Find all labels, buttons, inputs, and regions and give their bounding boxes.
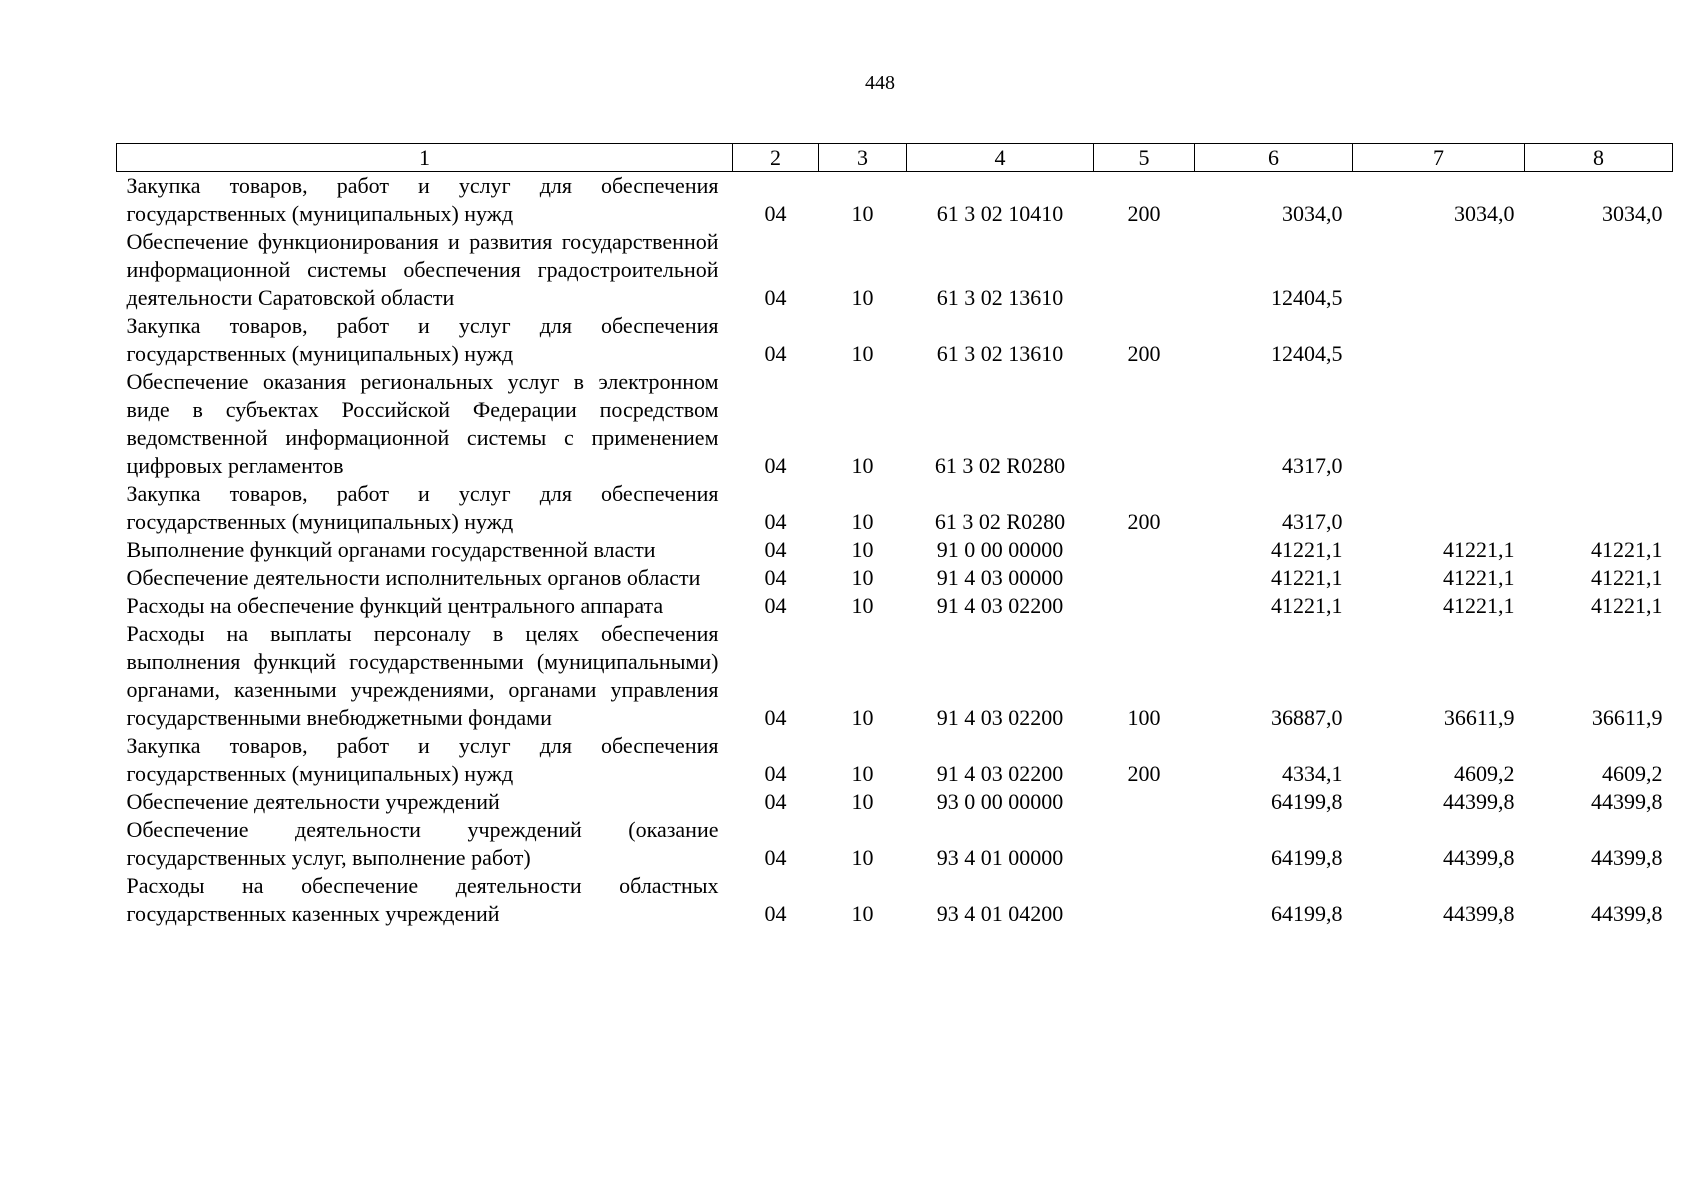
table-row xyxy=(117,592,1673,620)
subsection-code-cell: 10 xyxy=(851,453,874,478)
amount-col7-cell: 41221,1 xyxy=(1443,565,1515,590)
section-code-cell: 04 xyxy=(764,341,787,366)
expense-type-cell: 100 xyxy=(1127,705,1161,730)
target-article-cell: 91 4 03 02200 xyxy=(936,761,1064,786)
column-header-7: 7 xyxy=(1353,144,1525,172)
column-header-8: 8 xyxy=(1525,144,1673,172)
amount-col8-cell: 36611,9 xyxy=(1591,705,1663,730)
expense-type-cell xyxy=(1094,228,1195,312)
amount-col8-cell: 44399,8 xyxy=(1591,789,1663,814)
expense-type-cell xyxy=(1094,536,1195,564)
amount-col6-cell: 64199,8 xyxy=(1271,789,1343,814)
amount-col6-cell: 41221,1 xyxy=(1271,537,1343,562)
section-code-cell: 04 xyxy=(764,509,787,534)
amount-col6-cell: 36887,0 xyxy=(1271,705,1343,730)
column-header-1: 1 xyxy=(117,144,733,172)
table-row xyxy=(117,228,1673,312)
amount-col8-cell xyxy=(1525,228,1673,312)
section-code-cell: 04 xyxy=(764,565,787,590)
row-name-cell: Расходы на выплаты персоналу в целях обеспечения выполнения функций государственными (муниципальными) органами, казенными учреждениями, органами управления государственными внебюджетными фондами xyxy=(126,621,719,730)
table-row xyxy=(117,788,1673,816)
expense-type-cell: 200 xyxy=(1127,509,1161,534)
subsection-code-cell: 10 xyxy=(851,509,874,534)
section-code-cell: 04 xyxy=(764,537,787,562)
budget-table xyxy=(116,143,1673,928)
amount-col7-cell xyxy=(1353,368,1525,480)
row-name-cell: Расходы на обеспечение деятельности областных государственных казенных учреждений xyxy=(126,873,719,926)
table-body xyxy=(117,172,1673,929)
target-article-cell: 61 3 02 13610 xyxy=(936,341,1064,366)
subsection-code-cell: 10 xyxy=(851,845,874,870)
amount-col8-cell: 4609,2 xyxy=(1602,761,1663,786)
target-article-cell: 91 4 03 00000 xyxy=(936,565,1064,590)
amount-col6-cell: 41221,1 xyxy=(1271,593,1343,618)
amount-col6-cell: 12404,5 xyxy=(1271,285,1343,310)
row-name-cell: Обеспечение деятельности исполнительных органов области xyxy=(126,565,701,590)
amount-col8-cell xyxy=(1525,368,1673,480)
row-name-cell: Закупка товаров, работ и услуг для обеспечения государственных (муниципальных) нужд xyxy=(126,173,719,226)
amount-col6-cell: 64199,8 xyxy=(1271,901,1343,926)
row-name-cell: Обеспечение деятельности учреждений (оказание государственных услуг, выполнение работ) xyxy=(126,817,719,870)
target-article-cell: 61 3 02 R0280 xyxy=(934,509,1066,534)
section-code-cell: 04 xyxy=(764,761,787,786)
expense-type-cell xyxy=(1094,564,1195,592)
section-code-cell: 04 xyxy=(764,593,787,618)
amount-col7-cell: 36611,9 xyxy=(1443,705,1515,730)
subsection-code-cell: 10 xyxy=(851,901,874,926)
table-row xyxy=(117,816,1673,872)
target-article-cell: 61 3 02 10410 xyxy=(936,201,1064,226)
row-name-cell: Выполнение функций органами государственной власти xyxy=(126,537,656,562)
amount-col8-cell: 41221,1 xyxy=(1591,537,1663,562)
expense-type-cell xyxy=(1094,872,1195,928)
amount-col6-cell: 4317,0 xyxy=(1282,453,1343,478)
row-name-cell: Расходы на обеспечение функций центрального аппарата xyxy=(126,593,664,618)
column-header-2: 2 xyxy=(733,144,819,172)
subsection-code-cell: 10 xyxy=(851,341,874,366)
expense-type-cell: 200 xyxy=(1127,201,1161,226)
amount-col8-cell: 44399,8 xyxy=(1591,901,1663,926)
row-name-cell: Обеспечение оказания региональных услуг в электронном виде в субъектах Российской Федерации посредством ведомственной информационной системы с применением цифровых регламентов xyxy=(126,369,719,478)
expense-type-cell: 200 xyxy=(1127,341,1161,366)
row-name-cell: Закупка товаров, работ и услуг для обеспечения государственных (муниципальных) нужд xyxy=(126,733,719,786)
amount-col7-cell: 41221,1 xyxy=(1443,537,1515,562)
table-row xyxy=(117,480,1673,536)
target-article-cell: 91 0 00 00000 xyxy=(936,537,1064,562)
section-code-cell: 04 xyxy=(764,789,787,814)
subsection-code-cell: 10 xyxy=(851,201,874,226)
header-row xyxy=(117,144,1673,172)
column-header-5: 5 xyxy=(1094,144,1195,172)
subsection-code-cell: 10 xyxy=(851,285,874,310)
row-name-cell: Закупка товаров, работ и услуг для обеспечения государственных (муниципальных) нужд xyxy=(126,313,719,366)
target-article-cell: 61 3 02 13610 xyxy=(936,285,1064,310)
table-row xyxy=(117,368,1673,480)
section-code-cell: 04 xyxy=(764,845,787,870)
target-article-cell: 61 3 02 R0280 xyxy=(934,453,1066,478)
subsection-code-cell: 10 xyxy=(851,705,874,730)
amount-col8-cell: 41221,1 xyxy=(1591,565,1663,590)
column-header-4: 4 xyxy=(907,144,1094,172)
expense-type-cell xyxy=(1094,816,1195,872)
amount-col8-cell: 41221,1 xyxy=(1591,593,1663,618)
amount-col6-cell: 64199,8 xyxy=(1271,845,1343,870)
amount-col7-cell xyxy=(1353,480,1525,536)
table-row xyxy=(117,732,1673,788)
target-article-cell: 93 4 01 04200 xyxy=(936,901,1064,926)
section-code-cell: 04 xyxy=(764,901,787,926)
table-row xyxy=(117,172,1673,229)
expense-type-cell xyxy=(1094,592,1195,620)
column-header-3: 3 xyxy=(819,144,907,172)
section-code-cell: 04 xyxy=(764,453,787,478)
amount-col7-cell: 44399,8 xyxy=(1443,789,1515,814)
amount-col7-cell: 44399,8 xyxy=(1443,845,1515,870)
subsection-code-cell: 10 xyxy=(851,593,874,618)
section-code-cell: 04 xyxy=(764,285,787,310)
amount-col8-cell: 44399,8 xyxy=(1591,845,1663,870)
subsection-code-cell: 10 xyxy=(851,565,874,590)
subsection-code-cell: 10 xyxy=(851,789,874,814)
target-article-cell: 91 4 03 02200 xyxy=(936,705,1064,730)
subsection-code-cell: 10 xyxy=(851,761,874,786)
amount-col7-cell xyxy=(1353,312,1525,368)
amount-col6-cell: 41221,1 xyxy=(1271,565,1343,590)
target-article-cell: 93 4 01 00000 xyxy=(936,845,1064,870)
amount-col6-cell: 4317,0 xyxy=(1282,509,1343,534)
target-article-cell: 93 0 00 00000 xyxy=(936,789,1064,814)
amount-col8-cell: 3034,0 xyxy=(1602,201,1663,226)
amount-col6-cell: 12404,5 xyxy=(1271,341,1343,366)
amount-col8-cell xyxy=(1525,312,1673,368)
table-row xyxy=(117,620,1673,732)
row-name-cell: Обеспечение функционирования и развития государственной информационной системы обеспечения градостроительной деятельности Саратовской области xyxy=(126,229,719,310)
expense-type-cell xyxy=(1094,368,1195,480)
column-header-6: 6 xyxy=(1195,144,1353,172)
amount-col6-cell: 3034,0 xyxy=(1282,201,1343,226)
subsection-code-cell: 10 xyxy=(851,537,874,562)
page-number: 448 xyxy=(865,72,895,94)
target-article-cell: 91 4 03 02200 xyxy=(936,593,1064,618)
section-code-cell: 04 xyxy=(764,201,787,226)
amount-col7-cell: 4609,2 xyxy=(1454,761,1515,786)
table-row xyxy=(117,536,1673,564)
amount-col7-cell: 41221,1 xyxy=(1443,593,1515,618)
amount-col7-cell: 44399,8 xyxy=(1443,901,1515,926)
table-row xyxy=(117,872,1673,928)
section-code-cell: 04 xyxy=(764,705,787,730)
table-row xyxy=(117,312,1673,368)
amount-col7-cell xyxy=(1353,228,1525,312)
row-name-cell: Обеспечение деятельности учреждений xyxy=(126,789,500,814)
table-row xyxy=(117,564,1673,592)
amount-col6-cell: 4334,1 xyxy=(1282,761,1343,786)
amount-col8-cell xyxy=(1525,480,1673,536)
amount-col7-cell: 3034,0 xyxy=(1454,201,1515,226)
expense-type-cell xyxy=(1094,788,1195,816)
row-name-cell: Закупка товаров, работ и услуг для обеспечения государственных (муниципальных) нужд xyxy=(126,481,719,534)
expense-type-cell: 200 xyxy=(1127,761,1161,786)
